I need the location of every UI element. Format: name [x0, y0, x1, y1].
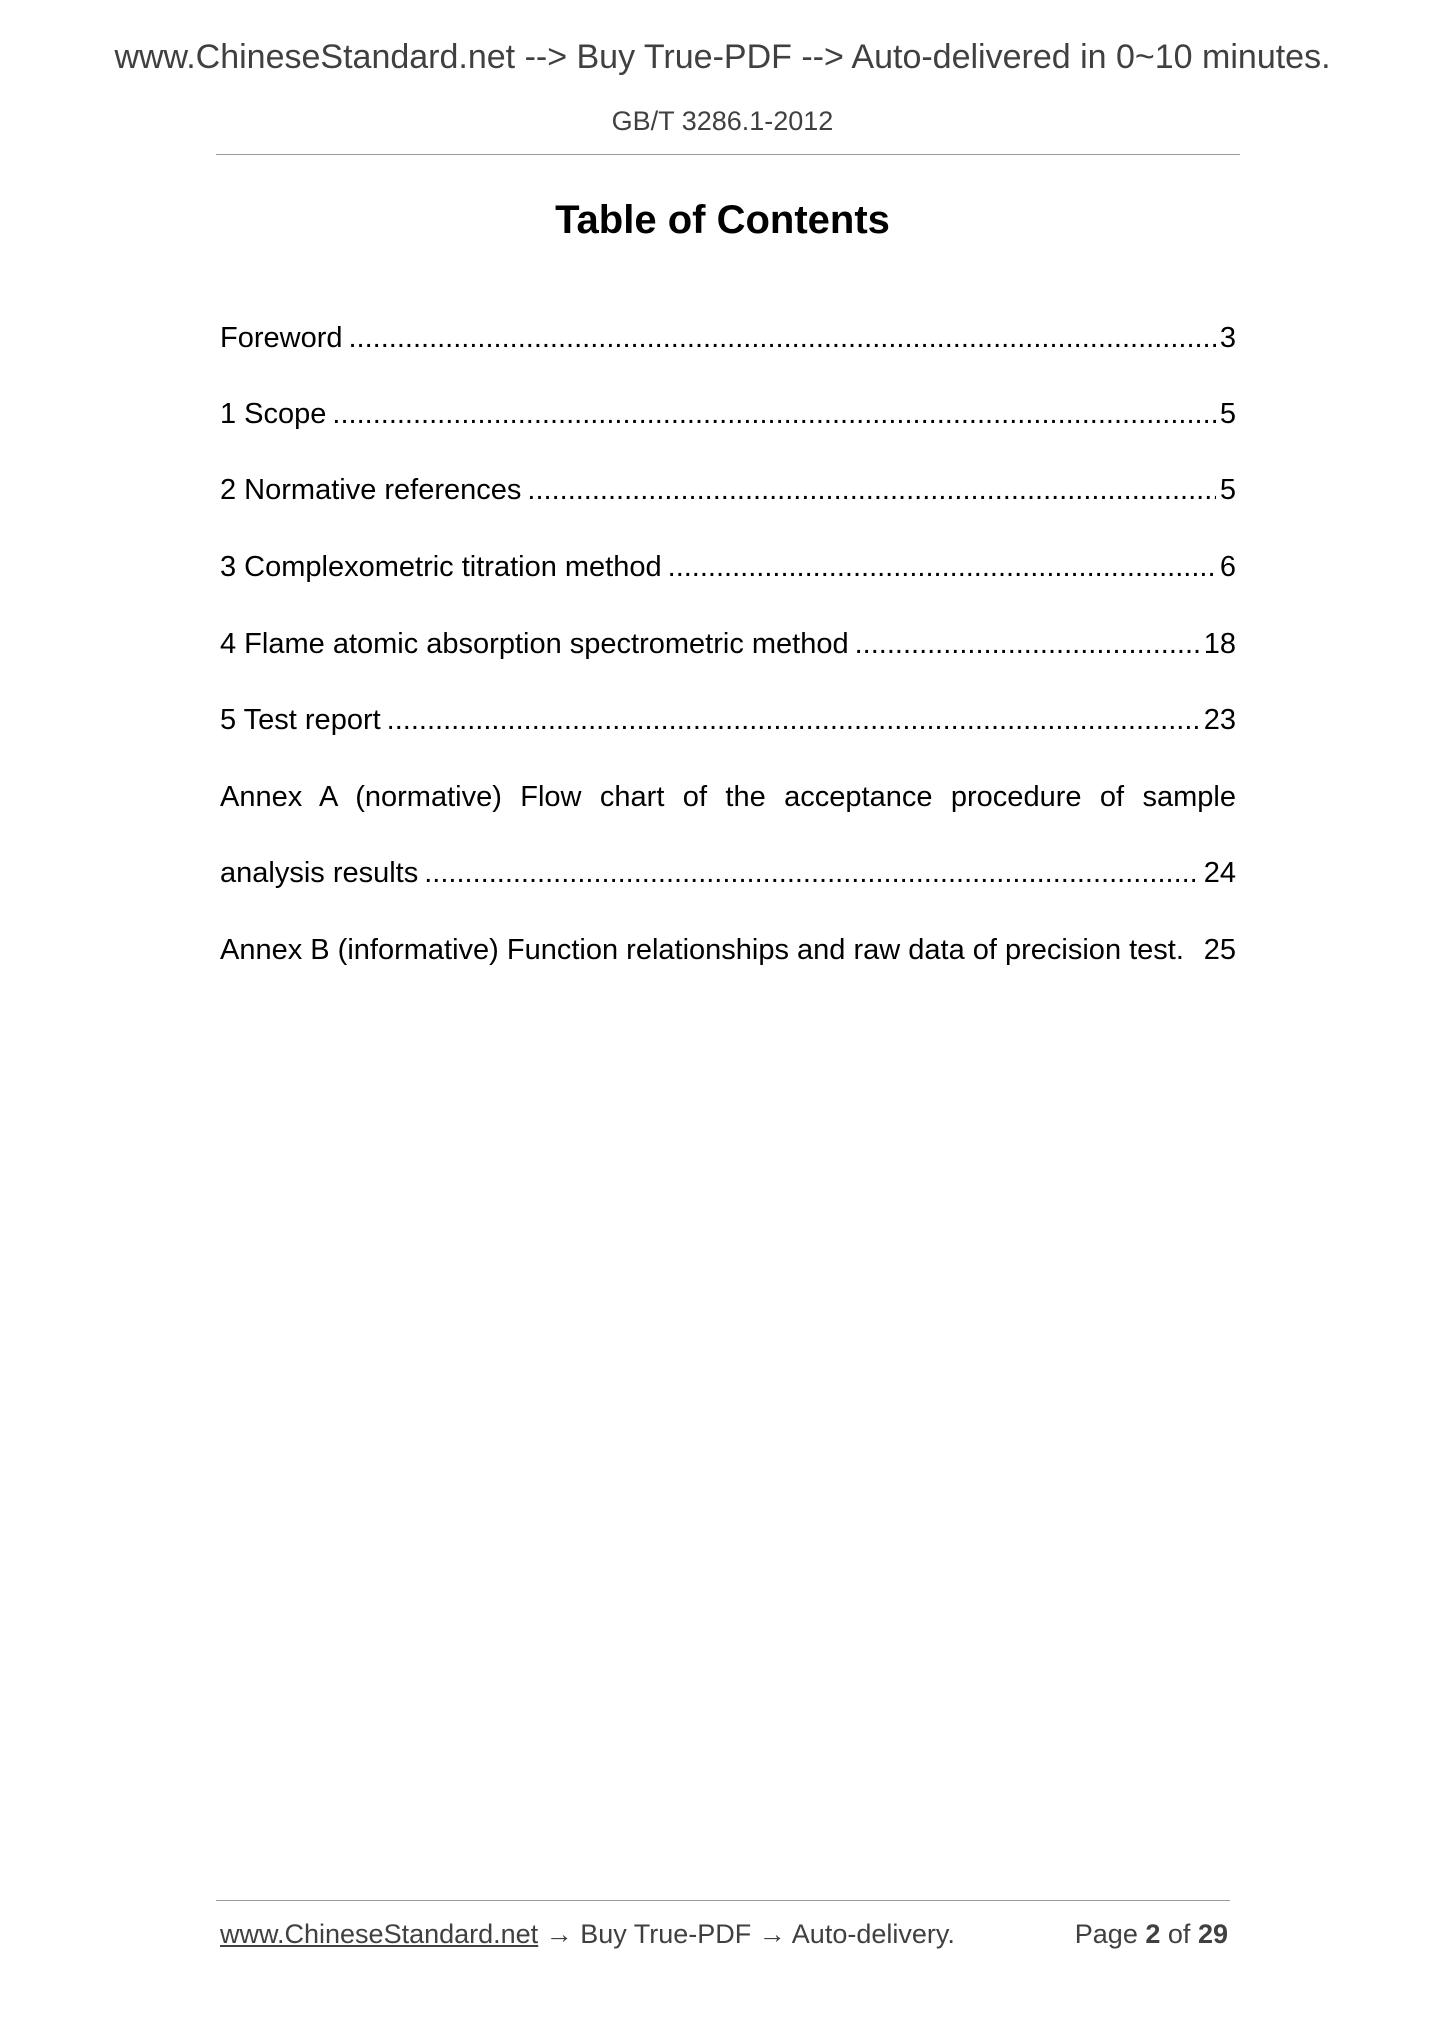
toc-entry-label: 2 Normative references [220, 474, 522, 506]
toc-entry-page: 6 [1219, 551, 1236, 583]
toc-entry-annex-b[interactable] [220, 930, 1236, 970]
footer-delivery-text: Auto-delivery. [791, 1919, 955, 1949]
toc-entry-page: 18 [1203, 628, 1236, 660]
toc-entry-normative-references[interactable] [220, 470, 1236, 510]
toc-dot-leader [387, 700, 1200, 740]
toc-title: Table of Contents [555, 198, 890, 242]
standard-code: GB/T 3286.1-2012 [611, 106, 834, 136]
page-label: Page [1074, 1919, 1138, 1949]
toc-entry-label: 4 Flame atomic absorption spectrometric method [220, 628, 849, 660]
toc-entry-page: 24 [1203, 857, 1236, 889]
toc-entry-label: Foreword [220, 322, 343, 354]
toc-dot-leader [527, 470, 1215, 510]
toc-entry-flame-atomic-absorption[interactable] [220, 624, 1236, 664]
toc-entry-label: 1 Scope [220, 398, 327, 430]
toc-entry-page: 5 [1219, 398, 1236, 430]
toc-entry-page: 25 [1203, 934, 1236, 966]
toc-entry-label: 3 Complexometric titration method [220, 551, 662, 583]
toc-entry-label: Annex B (informative) Function relationships and raw data of precision test. [220, 934, 1184, 966]
toc-entry-scope[interactable] [220, 394, 1236, 434]
toc-dot-leader [332, 394, 1215, 434]
toc-entry-page: 3 [1219, 322, 1236, 354]
of-label: of [1167, 1919, 1191, 1949]
footer-divider [216, 1900, 1230, 1901]
header-banner: www.ChineseStandard.net --> Buy True-PDF --> Auto-delivered in 0~10 minutes. [114, 38, 1331, 76]
toc-entry-annex-a-line1[interactable]: Annex A (normative) Flow chart of the acceptance procedure of sample [220, 781, 1236, 813]
footer-site-link[interactable]: www.ChineseStandard.net [220, 1919, 539, 1949]
toc-entry-label: analysis results [220, 857, 419, 889]
toc-dot-leader [855, 624, 1200, 664]
toc-entry-label: 5 Test report [220, 704, 381, 736]
toc-dot-leader [349, 318, 1216, 358]
header-divider [216, 154, 1240, 155]
toc-entry-page: 5 [1219, 474, 1236, 506]
toc-entry-page: 23 [1203, 704, 1236, 736]
toc-entry-complexometric-titration[interactable] [220, 547, 1236, 587]
arrow-right-icon: → [758, 1919, 786, 1949]
toc-entry-test-report[interactable] [220, 700, 1236, 740]
page-indicator [1075, 1919, 1228, 1950]
toc-dot-leader [424, 853, 1199, 893]
total-pages: 29 [1197, 1919, 1228, 1949]
arrow-right-icon: → [545, 1919, 573, 1949]
toc-dot-leader [668, 547, 1216, 587]
toc-entry-annex-a[interactable] [220, 853, 1236, 893]
page-number: 2 [1145, 1919, 1161, 1949]
page-footer [220, 1919, 1228, 1950]
footer-buy-text: Buy True-PDF [580, 1919, 752, 1949]
toc-entry-foreword[interactable] [220, 318, 1236, 358]
